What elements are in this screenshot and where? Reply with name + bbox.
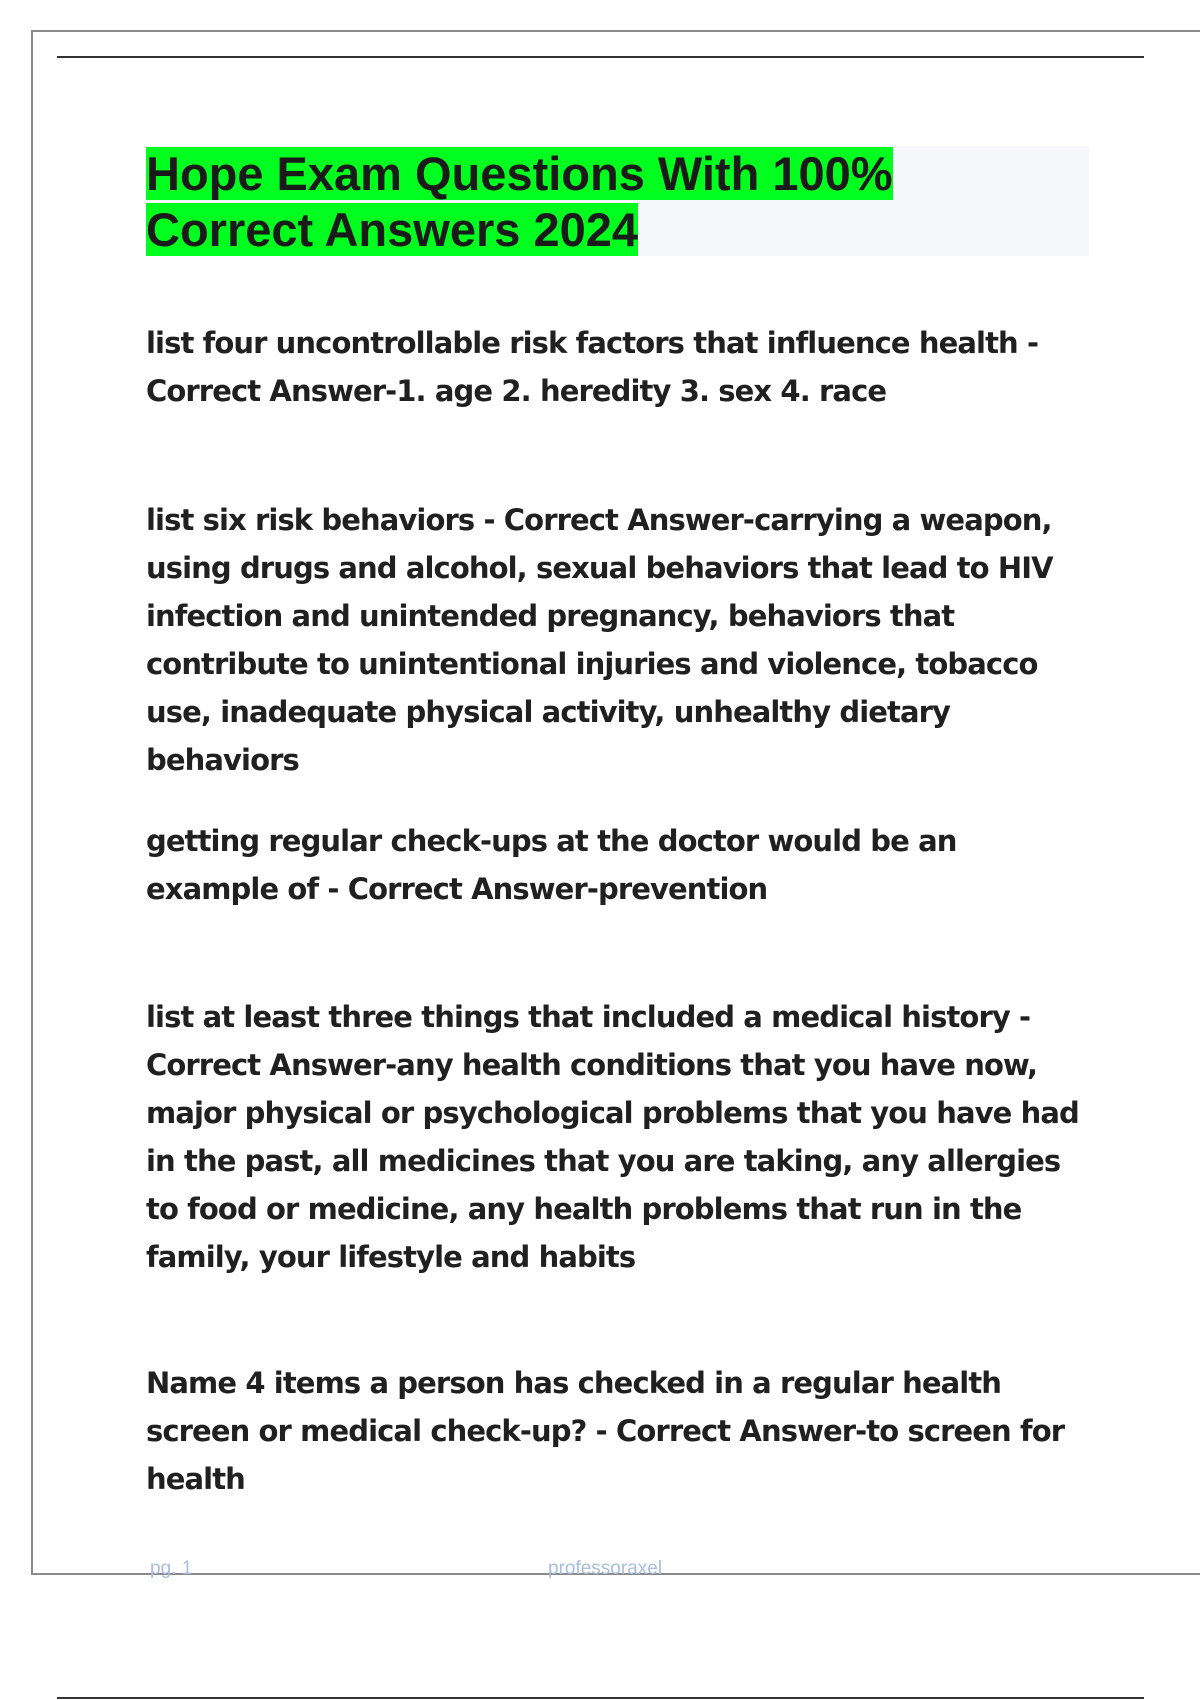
qa-item-3: getting regular check-ups at the doctor would be an example of - Correct Answer-prevention — [146, 824, 957, 906]
top-rule — [57, 56, 1144, 58]
qa-item-2: list six risk behaviors - Correct Answer-carrying a weapon, using drugs and alcohol, sexual behaviors that lead to HIV infection and unintended pregnancy, behaviors that contribute to unintentional injuries and violence, tobacco use, inadequate physical activity, unhealthy dietary behaviors — [146, 503, 1053, 777]
title-block — [146, 146, 1089, 256]
qa-item-1: list four uncontrollable risk factors that influence health - Correct Answer-1. age 2. heredity 3. sex 4. race — [146, 326, 1039, 408]
page-number: pg. 1 — [150, 1558, 193, 1579]
footer-author: professoraxel — [548, 1558, 663, 1579]
qa-item-4: list at least three things that included a medical history - Correct Answer-any health conditions that you have now, major physical or psychological problems that you have had in the past, all medicines that you are taking, any allergies to food or medicine, any health problems that run in the family, your lifestyle and habits — [146, 1000, 1079, 1274]
bottom-rule — [57, 1697, 1144, 1699]
document-title — [146, 146, 946, 258]
page-frame — [31, 30, 1200, 1575]
document-title-text: Hope Exam Questions With 100% Correct Answers 2024 — [146, 147, 893, 256]
qa-item-5: Name 4 items a person has checked in a regular health screen or medical check-up? - Correct Answer-to screen for health — [146, 1366, 1065, 1496]
